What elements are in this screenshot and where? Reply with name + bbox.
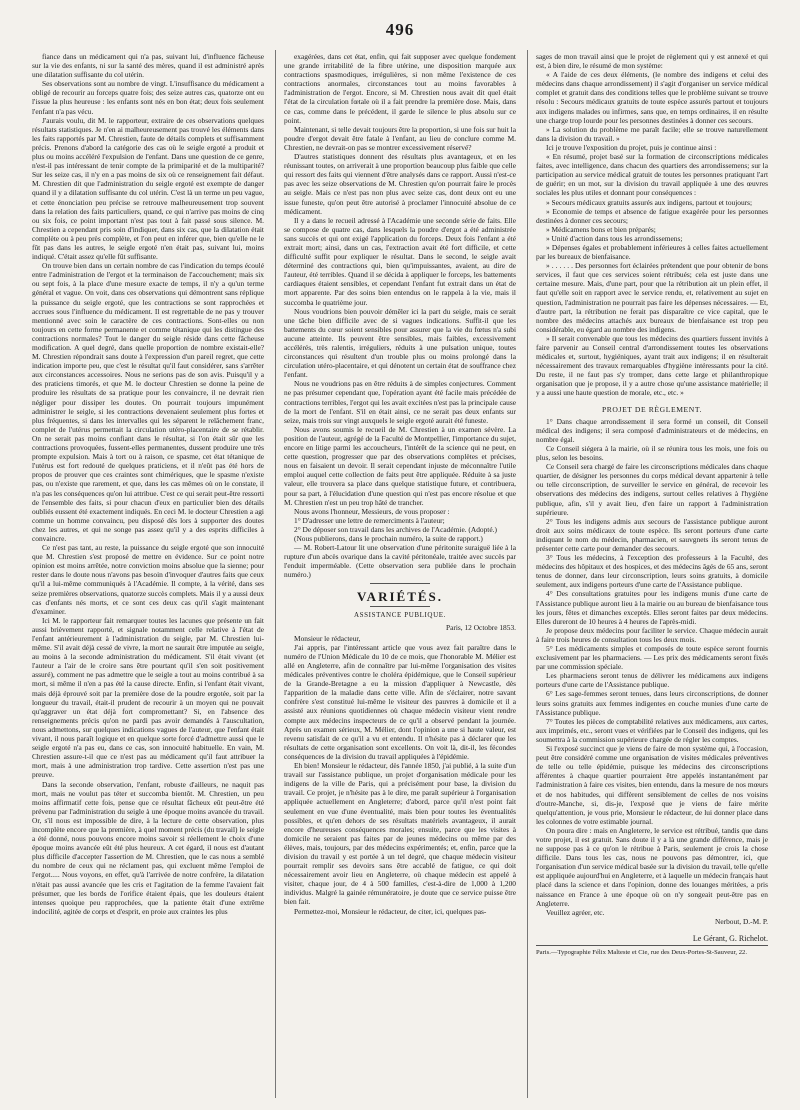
paragraph: 2° Tous les indigens admis aux secours de l'assistance publique auront droit aux soins médicaux de toute espèce. Ils seront porteurs d'une carte indiquant le nom du médecin, pharmacien, et sauvgnets ils seront tenus de présenter cette carte pour demander des secours.: [536, 516, 768, 553]
column-divider: [275, 50, 276, 1098]
paragraph: J'aurais voulu, dit M. le rapporteur, extraire de ces observations quelques résultats statistiques. Je n'en ai malheureusement pas trouvé les éléments dans les faits rapportés par M. Chrestien, faute de détails complets et suffisamment précis. Prenons d'abord la catégorie des cas où le seigle ergoté a produit et plus ou moins accéléré l'expulsion de l'enfant. Dans une question de ce genre, n'est-il pas intéressant de tenir compte de la primiparité et de la multiparité? Sur les seize cas, il n'y en a pas moins de six où ce renseignement fait défaut. M. Chrestien dit que l'administration du seigle ergoté est exempte de danger quand il y a dilatation suffisante du col utérin. C'est là un terme un peu vague, et cette énonciation peu précise se retrouve malheureusement trop souvent dans la relation des faits particuliers, quand, ce qui n'arrive pas moins de cinq ou six fois, ce point important n'est pas tout à fait passé sous silence. M. Chrestien a cependant pris soin d'indiquer, dans six cas, que la dilatation était complète ou à peu près complète, et l'on peut en inférer que, bien qu'elle ne le fût pas dans les autres, le seigle ergoté n'en était pas, suivant lui, moins indiqué. C'était assez qu'elle fût suffisante.: [32, 115, 264, 262]
paragraph: Ici je trouve l'exposition du projet, puis je continue ainsi :: [546, 142, 717, 152]
paragraph: Ici M. le rapporteur fait remarquer toutes les lacunes que présente un fait aussi brièvement rapporté, et signale notamment celle relative à l'état de l'enfant antérieurement à l'administration du seigle, par M. Chrestien lui-même. S'il avait déjà cessé de vivre, la mort ne saurait être imputée au seigle, au moins à la seconde administration du médicament. S'il était vivant (et l'auteur a l'air de le croire sans être pourtant qu'il s'en soit positivement assuré), comment ne pas admettre que le seigle a tout au moins contribué à sa mort, si même il n'en a pas été la cause directe. Enfin, si l'enfant était vivant, mais déjà éprouvé soit par la première dose de la poudre ergotée, soit par la longueur du travail, était-il prudent de recourir à un moyen qui ne pouvait qu'aggraver un état déjà fort compromettant? Si, en l'absence des renseignements précis qu'on ne pardi pas avoir demandés à l'auscultation, nous admettons, sur quelques indications vagues de l'auteur, que l'enfant était vivant, il nous paraît logique et en quelque sorte forcé d'admettre aussi que le seigle ergoté n'a pas eu, dans ce cas, son innocuité habituelle. En vain, M. Chrestien assure-t-il que ce n'est pas au médicament qu'il faut attribuer la mort, mais à une administration trop tardive. Cette assertion n'est pas une preuve.: [32, 615, 264, 780]
paragraph: Nous voudrions bien pouvoir démêler ici la part du seigle, mais ce serait une tâche bien difficile avec de si vagues indications. Suffit-il que les battements du cœur soient sensibles pour assurer que la vie du fœtus n'a subi aucune atteinte. Ils peuvent être sensibles, mais faibles, excessivement accélérés, très ralentis, irréguliers, réduits à une pulsation unique, toutes circonstances qui résultent d'un trouble plus ou moins prolongé dans la circulation utéro-placentaire, et qui dénotent un certain état de souffrance chez l'enfant.: [284, 306, 516, 380]
paragraph: J'ai appris, par l'intéressant article que vous avez fait paraître dans le numéro de l'Union Médicale du 10 de ce mois, que l'honorable M. Mélier est allé en Angleterre, afin de connaître par lui-même l'organisation des visites médicales préventives contre le choléra épidémique, que le Conseil supérieur de la Grande-Bretagne a eu la mission d'appliquer à Newcastle, dès l'apparition de la maladie dans cette ville. Afin de s'éclairer, notre savant confrère s'est constitué lui-même le visiteur des pauvres à domicile et il a assisté aux réunions quotidiennes où chaque médecin visiteur vient rendre compte aux médecins inspecteurs de ce qu'il a observé pendant la journée. Après un examen sérieux, M. Mélier, dont l'opinion a une si haute valeur, est revenu satisfait de ce qu'il a vu et entendu. Il n'hésite pas à déclarer que les résultats de cette organisation sont excellents. On voit là, dit-il, les fécondes conséquences de la division du travail appliquées à l'épidémie.: [284, 642, 516, 761]
gerant-line: Le Gérant, G. Richelot.: [692, 933, 768, 943]
paragraph: 4° Des consultations gratuites pour les indigens munis d'une carte de l'Assistance publique auront lieu à la mairie ou au bureau de bienfaisance tous les jours, fêtes et dimanches exceptés. Elles seront faites par deux médecins. Elles dureront de 10 heures à 4 heures de l'après-midi.: [536, 589, 768, 626]
paragraph: » Il serait convenable que tous les médecins des quartiers fussent invités à faire parvenir au Conseil central d'arrondissement toutes les observations médicales et, surtout, hygiéniques, ayant trait aux indigens; il en résulterait nécessairement des travaux remarquables d'hygiène intéressants pour la cité. Du reste, il ne faut pas s'y tromper, dans cette large et philanthropique organisation que je propose, il y a autre chose qu'une assistance matérielle; il y a aussi une haute question de morale, etc., etc. »: [536, 333, 768, 398]
paragraph: exagérées, dans cet état, enfin, qui fait supposer avec quelque fondement une grande irritabilité de la fibre utérine, une disposition marquée aux contractions spasmodiques, irrégulières, si non même l'existence de ces contractions anormales, circonstances tout au moins favorables à l'administration de l'ergot. Encore, si M. Chrestien nous avait dit quel était l'état de la circulation fœtale où il a fait prendre la première dose. Mais, dans ce cas, comme dans le précédent, il garde le silence le plus absolu sur ce point.: [284, 52, 516, 125]
paragraph: » Unité d'action dans tous les arrondissemens;: [546, 233, 683, 243]
paragraph: » Economie de temps et absence de fatigue exagérée pour les personnes destinées à donner ces secours;: [536, 206, 768, 225]
paragraph: 5° Les médicaments simples et composés de toute espèce seront fournis exclusivement par les pharmaciens. — Les prix des médicaments seront fixés par une commission spéciale.: [536, 644, 768, 672]
paragraph: Si l'exposé succinct que je viens de faire de mon système qui, à l'occasion, peut être considéré comme une organisation de visites médicales préventives de telle ou telle épidémie, puisque les médecins des circonscriptions afférentes à chaque quartier pourraient être appelés instantanément par l'administration à faire ces visites, bien entendu, dans la mesure de nos mœurs et de nos habitudes, qui diffèrent sensiblement de celles de nos voisins d'outre-Manche, si, dis-je, l'exposé que je viens de faire mérite quelqu'attention, je vous prie, Monsieur le rédacteur, de lui donner place dans les colonnes de votre estimable journal.: [536, 744, 768, 826]
signature: Nerbout, D.-M. P.: [715, 916, 768, 926]
paragraph: Ce n'est pas tant, au reste, la puissance du seigle ergoté que son innocuité que M. Chrestien s'est proposé de mettre en évidence. Sur ce point notre opinion est moins arrêtée, notre conviction moins absolue que la sienne; pour rester dans le doute nous n'avons pas besoin d'invoquer d'autres faits que ceux qu'il a lui-même communiqués à l'Académie. Il compte, à la vérité, dans ses seize premières observations, quatorze succès complets. Mais il y a aussi deux cas d'enfants nés morts, et ce sont ces deux cas qu'il s'agit maintenant d'examiner.: [32, 543, 264, 616]
paragraph: — M. Robert-Latour lit une observation d'une péritonite suraiguë liée à la rupture d'un abcès ovarique dans la cavité péritonéale, traitée avec succès par l'enduit imperméable. (Cette observation sera publiée dans le prochain numéro.): [284, 543, 516, 580]
page-number: 496: [385, 20, 415, 39]
paragraph: Maintenant, si telle devait toujours être la proportion, si une fois sur huit la poudre d'ergot devait être fatale à l'enfant, au lieu de conclure comme M. Chrestien, ne devrait-on pas se montrer excessivement réservé?: [284, 124, 516, 152]
paragraph: » Secours médicaux gratuits assurés aux indigens, partout et toujours;: [546, 197, 753, 207]
paragraph: 7° Toutes les pièces de comptabilité relatives aux médicamens, aux cartes, aux imprimés, etc., seront vues et vérifiées par le Conseil des indigens, qui les soumettra à la commission supérieure chargée de régler les comptes.: [536, 716, 768, 744]
paragraph: sages de mon travail ainsi que le projet de règlement qui y est annexé et qui est, à bien dire, le résumé de mon système:: [536, 52, 768, 71]
paragraph: fiance dans un médicament qui n'a pas, suivant lui, d'influence fâcheuse sur la vie des enfants, ni sur la santé des mères, quand il est administré après une dilatation suffisante du col utérin.: [32, 52, 264, 80]
paragraph: Nous ne voudrions pas en être réduits à de simples conjectures. Comment ne pas présumer cependant que, l'opération ayant été facile mais précédée de contractions terribles, l'ergot qui les avait excitées n'est pas la principale cause de la mort de l'enfant. S'il en était ainsi, ce ne serait pas deux enfants sur seize, mais trois sur vingt auxquels le seigle ergoté aurait été funeste.: [284, 379, 516, 425]
column-1: [32, 52, 264, 1100]
section-title: PROJET DE RÈGLEMENT.: [601, 404, 703, 414]
salutation: Monsieur le rédacteur,: [294, 633, 361, 643]
paragraph: Permettez-moi, Monsieur le rédacteur, de citer, ici, quelques pas-: [294, 906, 487, 916]
section-title: VARIÉTÉS.: [356, 589, 444, 605]
paragraph: Nous avons l'honneur, Messieurs, de vous proposer :: [294, 506, 450, 516]
column-2: [284, 52, 516, 1100]
paragraph: 3° Tous les médecins, à l'exception des professeurs à la Faculté, des médecins des hôpitaux et des hospices, et des médecins âgés de 65 ans, seront tenus de donner, dans leur circonscription, leurs soins gratuits, à domicile seulement, aux indigens porteurs d'une carte de l'Assistance publique.: [536, 553, 768, 590]
paragraph: » Médicamens bons et bien préparés;: [546, 224, 656, 234]
paragraph: Il y a dans le recueil adressé à l'Académie une seconde série de faits. Elle se compose de quatre cas, dans lesquels la poudre d'ergot a été administrée sans succès et qui ont exigé l'application du forceps. Deux fois l'enfant a été extrait mort; ainsi, dans un cas, l'extraction avait été fort difficile, et cette difficulté suffit pour expliquer le résultat. Dans le second, le seigle avait déterminé des contractions qui, bien qu'impuissantes, avaient, au dire de l'auteur, été terribles. Quand il se décida à appliquer le forceps, les battements cardiaques étaient sensibles, et cependant l'enfant fut extrait dans un état de mort apparente. Par des soins bien entendus on le rappela à la vie, mais il succomba le quatrième jour.: [284, 215, 516, 307]
paragraph: » . . . . . . Des personnes fort éclairées prétendent que pour obtenir de bons services, il faut que ces services soient rétribués; cela est juste dans une certaine mesure. Mais, d'une part, pour que la rétribution ait un plein effet, il faut qu'elle soit en rapport avec le service rendu, et, relativement au sujet en question, l'administration ne pourrait pas faire les dépenses nécessaires. — Et, d'autre part, la rétribution ne ferait pas disparaître ce vice capital, que le nombre des médecins attachés aux bureaux de bienfaisance est trop peu considérable, eu égard au nombre des indigens.: [536, 261, 768, 334]
paragraph: « En résumé, projet basé sur la formation de circonscriptions médicales faites, avec intelligence, dans chacun des quartiers des arrondissemens; sur la participation au service médical gratuit de toutes les personnes pratiquant l'art de guérir; en un mot, sur la division du travail appliquée à une des œuvres sociales les plus utiles et donnant pour conséquences :: [536, 152, 768, 198]
paragraph: » Dépenses égales et probablement inférieures à celles faites actuellement par les bureaux de bienfaisance.: [536, 242, 768, 262]
paragraph: On poura dire : mais en Angleterre, le service est rétribué, tandis que dans votre projet, il est gratuit. Sans doute il y a là une grande différence, mais je ne suppose pas à ce qu'on le rétribue à Paris, seulement je crois la chose difficile. Dans tous les cas, nous ne pouvons pas démontrer, ici, que l'organisation d'un service médical basée sur la division du travail, telle qu'elle est appliquée aujourd'hui en Angleterre, et à laquelle un médecin français haut placé dans la science et dans l'opinion, donne des louanges méritées, a pris naissance en France à une époque où on n'y songeait peut-être pas en Angleterre.: [536, 825, 768, 908]
paragraph: Eh bien! Monsieur le rédacteur, dès l'année 1850, j'ai publié, à la suite d'un travail sur l'assistance publique, un projet d'organisation médicale pour les indigens de la ville de Paris, qui a précisément pour base, la division du travail. Ce projet, je n'hésite pas à le dire, me paraît supérieur à l'organisation appliquée actuellement en Angleterre; d'abord, parce qu'il n'est point fait seulement en vue d'une éventualité, mais bien pour toutes les éventualités possibles, et qu'en dehors de ses résultats matériels avantageux, il aurait encore d'heureuses conséquences morales; ensuite, parce que les visites à domicile ne seraient pas faites par de jeunes médecins ou même par des élèves, mais, toujours, par des médecins expérimentés; et, enfin, parce que la division du travail y est portée à un tel degré, que chaque médecin visiteur pourrait remplir ses devoirs sans être accablé de fatigue, ce qui doit nécessairement avoir lieu en Angleterre, où chaque médecin est appelé à visiter, chaque jour, de 4 à 500 familles, c'est-à-dire de 1,000 à 1,200 individus. Malgré la gainée rémunératoire, je doute que ce service puisse être bien fait.: [284, 761, 516, 907]
column-3: [536, 52, 768, 1100]
section-rule: [370, 583, 430, 584]
paragraph: 1° D'adresser une lettre de remerciments à l'auteur;: [294, 515, 445, 525]
paragraph: Dans la seconde observation, l'enfant, robuste d'ailleurs, ne naquit pas mort, mais ne voulut pas téter et succomba bientôt. M. Chrestien, un peu moins affirmatif cette fois, pense que ce résultat fâcheux eût peut-être été prévenu par l'administration du seigle à une époque moins avancée du travail. Or, s'il nous est impossible de dire, à la lecture de cette observation, plus incomplète encore que la première, à quel moment précis (du travail) le seigle a été donné, nous pouvons encore moins savoir si réellement le choix d'une époque moins avancée eût été plus heureux. A cet égard, il nous est d'autant plus difficile d'accepter l'assertion de M. Chrestien, que le cas nous a semblé du nombre de ceux qui ne réclament pas, qui excluent même l'emploi de l'ergot..... Nous voyons, en effet, qu'à l'arrivée de notre confrère, la dilatation n'était pas aussi avancée que les cris et l'agitation de la femme l'avaient fait présumer, que les bords de l'orifice étaient épais, que les douleurs étaient intenses quoique peu rapprochées, que la patiente était d'une extrême indocilité, agitée de corps et d'esprit, en proie aux craintes les plus: [32, 779, 264, 916]
paragraph: » La solution du problème me paraît facile; elle se trouve naturellement dans la division du travail. »: [536, 124, 768, 143]
section-subtitle: ASSISTANCE PUBLIQUE.: [354, 610, 446, 619]
dateline: Paris, 12 Octobre 1853.: [446, 622, 516, 632]
paragraph: 1° Dans chaque arrondissement il sera formé un conseil, dit Conseil médical des indigens; il sera composé d'administrateurs et de médecins, en nombre égal.: [536, 416, 768, 444]
paragraph: Ses observations sont au nombre de vingt. L'insuffisance du médicament a obligé de recourir au forceps quatre fois; des seize autres cas, quatorze ont eu l'issue la plus heureuse : les enfants sont nés en bon état; deux fois seulement l'enfant n'a pas vécu.: [32, 79, 264, 116]
paragraph: Ce Conseil siégera à la mairie, où il se réunira tous les mois, une fois ou plus, selon les besoins.: [536, 443, 768, 463]
paragraph: Veuillez agréer, etc.: [546, 907, 605, 917]
paragraph: Les pharmaciens seront tenus de délivrer les médicamens aux indigens porteurs d'une carte de l'Assistance publique.: [536, 671, 768, 690]
paragraph: Je propose deux médecins pour faciliter le service. Chaque médecin aurait à faire trois heures de consultation tous les deux mois.: [536, 625, 768, 644]
paragraph: 2° De déposer son travail dans les archives de l'Académie. (Adopté.): [294, 524, 497, 534]
paragraph: « A l'aide de ces deux éléments, (le nombre des indigens et celui des médecins dans chaque arrondissement) il s'agit d'organiser un service médical complet et gratuit dans des conditions telles que le problème suivant se trouve résolu : Secours médicaux gratuits de toute espèce assurés partout et toujours aux indigens malades ou infirmes, sans que, en temps ordinaires, il en résulte une charge trop lourde pour les personnes destinées à donner ces secours.: [536, 70, 768, 125]
paragraph: 6° Les sage-femmes seront tenues, dans leurs circonscriptions, de donner leurs soins gratuits aux femmes indigentes en couche munies d'une carte de l'Assistance publique.: [536, 689, 768, 717]
paragraph: Ce Conseil sera chargé de faire les circonscriptions médicales dans chaque quartier, de désigner les personnes du corps médical devant appartenir à telle ou telle circonscription, de surveiller le service en général, de recevoir les observations des médecins des indigens, surtout celles relatives à l'hygiène publique, afin, s'il y avait lieu, d'en faire un rapport à l'administration supérieure.: [536, 462, 768, 517]
section-rule: [370, 606, 430, 607]
column-divider: [527, 50, 528, 1098]
printer-line: Paris.—Typographie Félix Malteste et Cie, rue des Deux-Portes-St-Sauveur, 22.: [536, 945, 768, 957]
paragraph: Nous avons soumis le recueil de M. Chrestien à un examen sévère. La position de l'auteur, agrégé de la Faculté de Montpellier, l'importance du sujet, encore en litige parmi les accoucheurs, l'intérêt de la science qui ne peut, en cette question, progresser que par des observations complètes et précises, nous en faisaient un devoir. Il serait cependant injuste de méconnaître l'utile emploi auquel cette collection de faits peut être appliquée. Réduite à sa juste valeur, elle trouvera sa place dans quelque statistique future, et contribuera, pour sa part, à l'élucidation d'une question qui n'est pas encore résolue et que M. Chrestien n'est un peu trop hâté de trancher.: [284, 424, 516, 507]
paragraph: D'autres statistiques donnent des résultats plus avantageux, et en les réunissant toutes, on arriverait à une proportion beaucoup plus faible que celle qui ressort des faits qui viennent d'être analysés dans ce rapport. Aussi n'est-ce pas avec les seize observations de M. Chrestien qu'on pourrait faire le procès au seigle. Mais ce n'est pas non plus avec seize cas, dont deux ont eu une issue funeste, qu'on peut être autorisé à proclamer l'innocuité absolue de ce médicament.: [284, 152, 516, 216]
paragraph: On trouve bien dans un certain nombre de cas l'indication du temps écoulé entre l'administration de l'ergot et la terminaison de l'accouchement; mais six ou sept fois, à la place d'une mesure exacte de temps, il n'y a qu'un terme général et vague. On voit, dans ces observations qui démontrent sans réplique la puissance du seigle ergoté, que les contractions se sont rapprochées et accrues sous l'influence du médicament. Il est regrettable de ne pas y trouver mentionné avec soin le caractère de ces contractions. Sont-elles ou non toujours en cette forme permanente et comme tétanique qui les distingue des contractions normales? Tout le danger du seigle réside dans cette fâcheuse modification. A quel degré, dans quelle proportion de nombre existait-elle? M. Chrestien répondrait sans doute à l'expression d'un pareil regret, que cette indication importe peu, que c'est le résultat qu'il faut considérer, sans s'arrêter aux circonstances accessoires. Nous ne serions pas de son avis. Puisqu'il y a des praticiens timorés, et que M. le docteur Chrestien se donne la peine de produire les résultats de sa pratique pour les convaincre, il ne devrait rien négliger pour dissiper les doutes. On pourrait toujours impunément administrer le seigle, si les contractions devenaient seulement plus fortes et plus fréquentes, si dans les intervalles qui les séparent le relâchement franc, complet de l'utérus permettait la circulation utéro-placentaire de se rétablir. On ne serait pas moins confiant dans le résultat, si l'on était sûr que les contractions provoquées, fussent-elles permanentes, dussent produire une très prompte expulsion. Mais à tort ou à raison, ce spasme, cet état tétanique de l'utérus est fort redouté de quelques praticiens, et il n'eût pas été hors de propos de prouver que ces craintes sont chimériques, que le spasme n'existe pas, ou n'existe que rarement, et que, dans les cas mêmes où on le constate, il n'a pas les conséquences qu'on lui attribue. C'est ce qui serait peut-être ressorti de l'ensemble des faits, si pour chacun d'eux en particulier bien des détails oubliés eussent été exactement indiqués. En ceci M. le docteur Chrestien a agi comme un homme convaincu, peu disposé dès lors à supporter des doutes chez les autres, et qui ne songe pas assez qu'il y a des esprits difficiles à convaincre.: [32, 261, 264, 543]
paragraph: (Nous publierons, dans le prochain numéro, la suite de rapport.): [294, 533, 483, 543]
